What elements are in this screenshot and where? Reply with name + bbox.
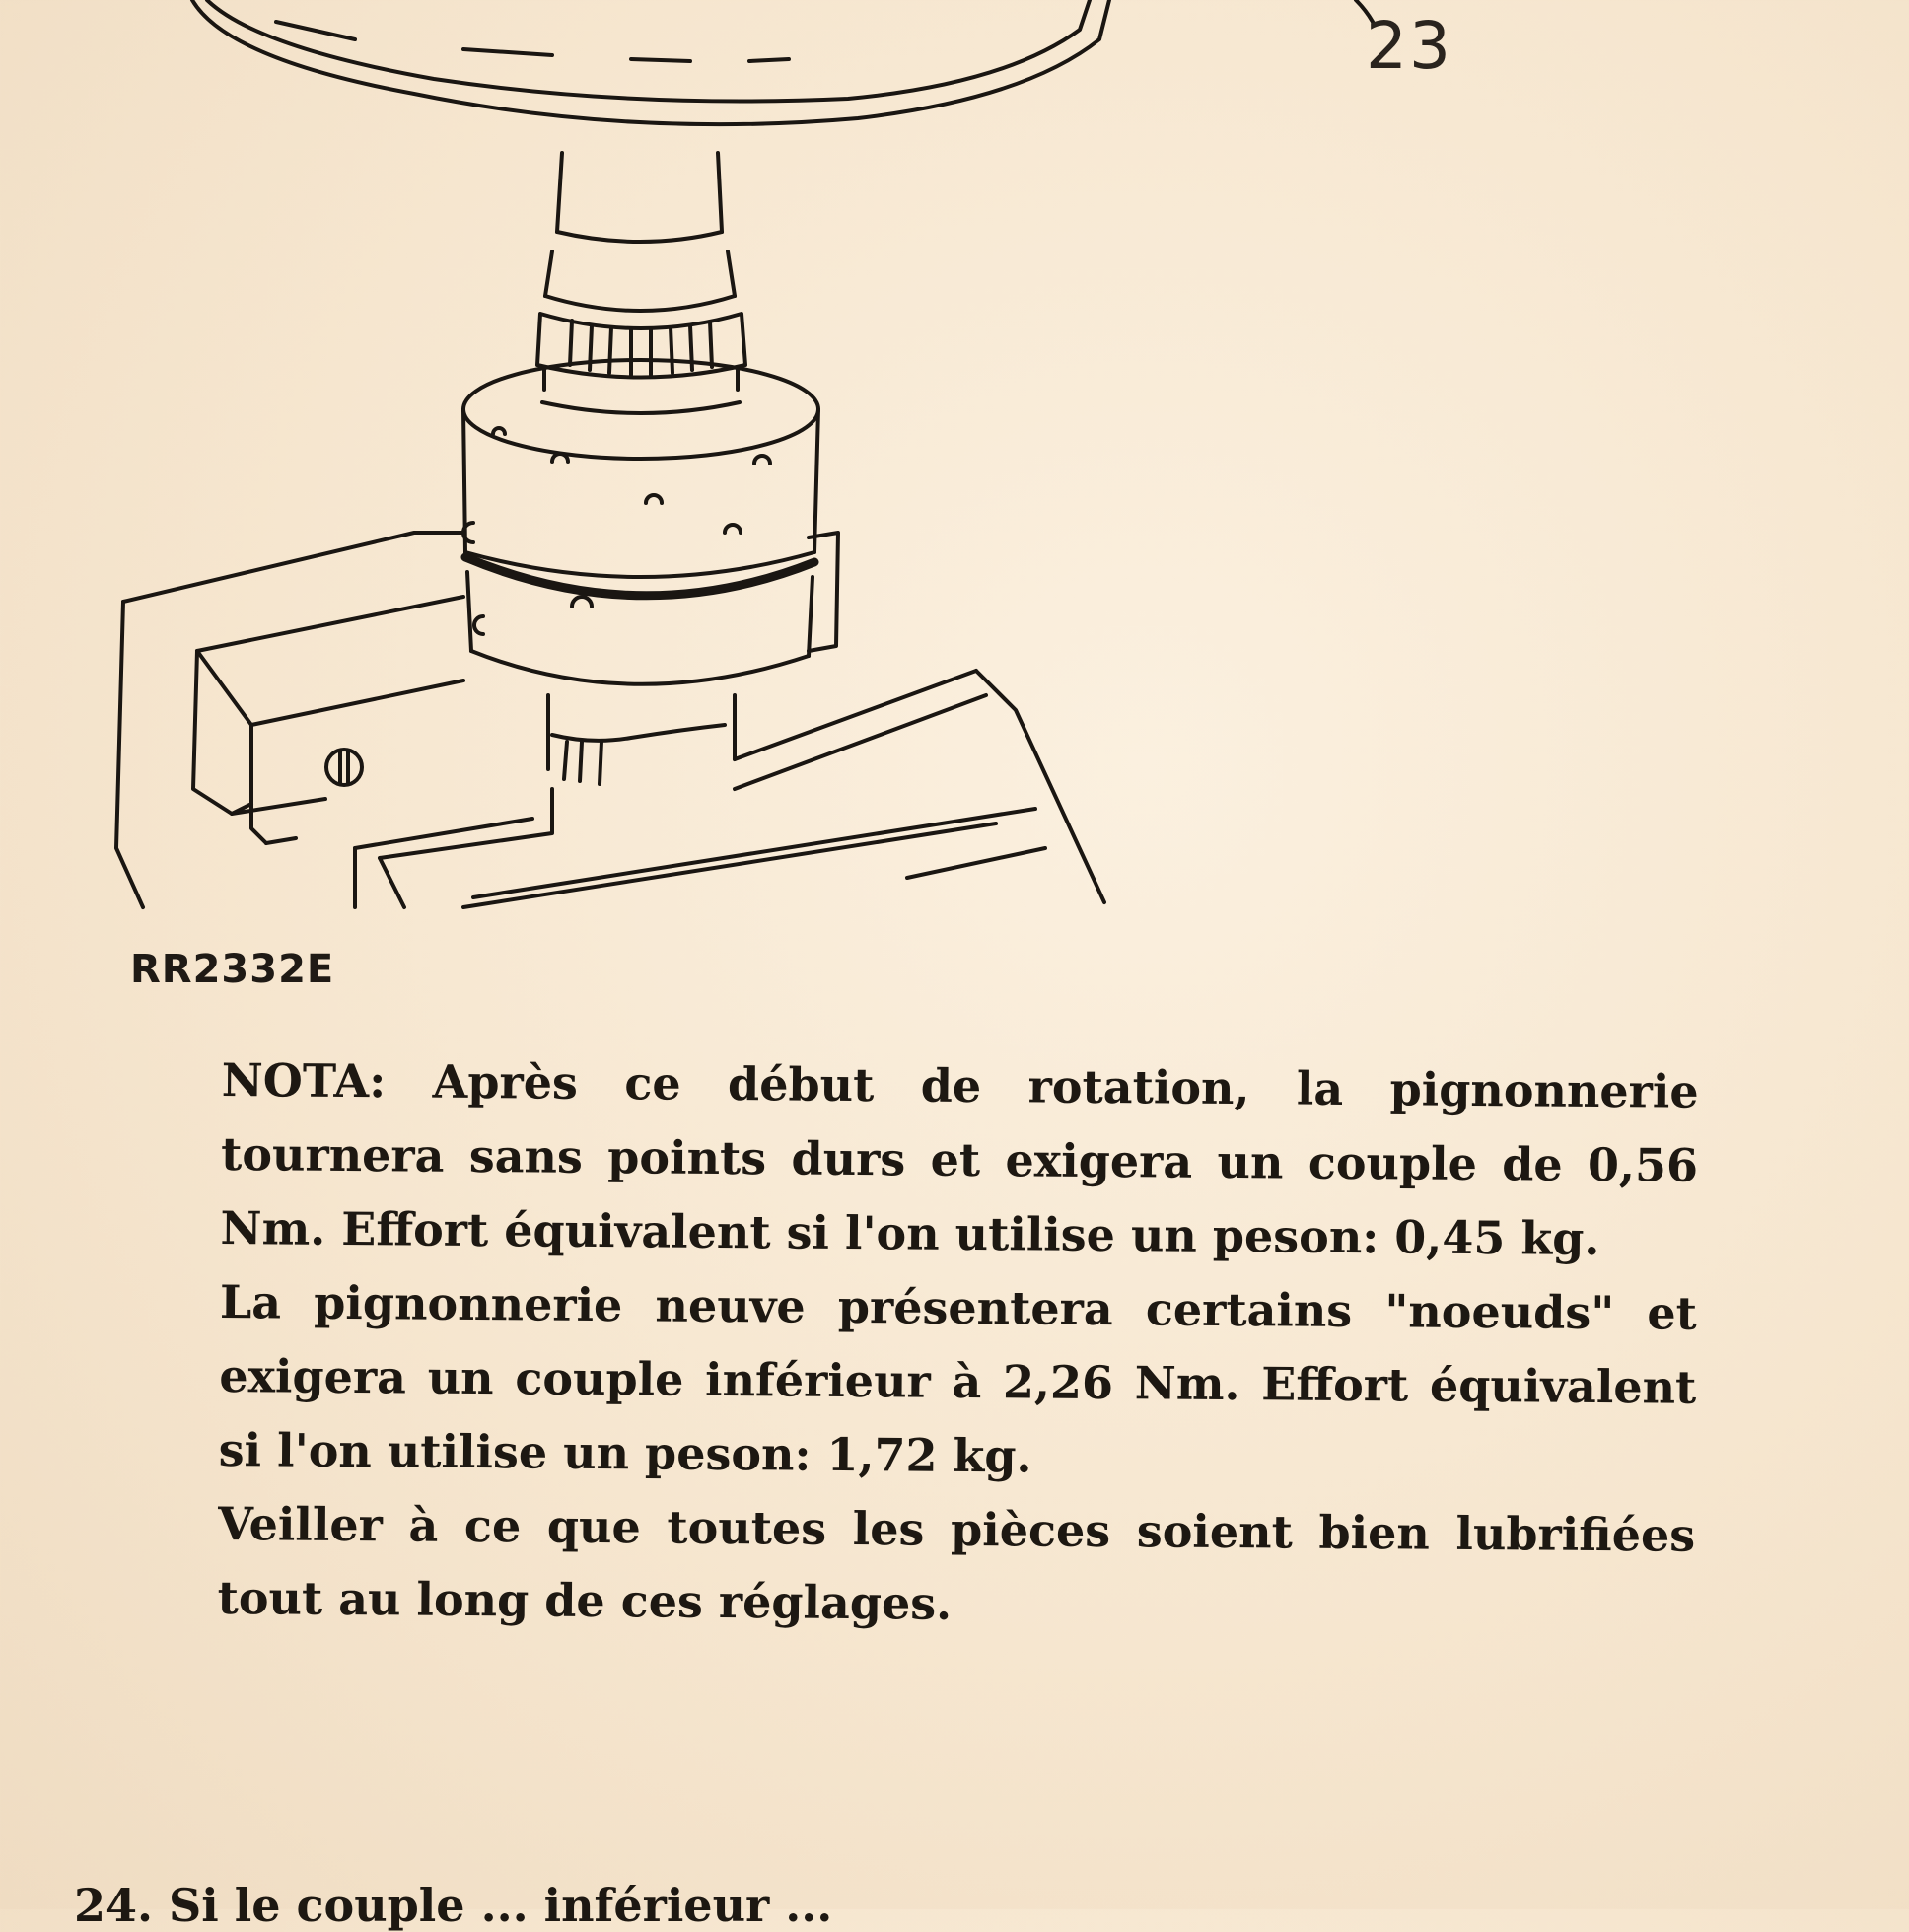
lower-shaft (548, 695, 735, 784)
next-item-line (74, 1879, 1908, 1932)
flange-disc (192, 0, 1109, 124)
note-block (217, 1043, 1699, 1647)
body-lower (467, 572, 813, 684)
callout-number: 23 (1366, 8, 1452, 84)
note-paragraph-1: NOTA: Après ce début de rotation, la pignonnerie tournera sans points durs et exigera un couple de 0,56 Nm. Effort équivalent si l'on utilise un peson: 0,45 kg. (220, 1052, 1699, 1265)
note-paragraph-3: Veiller à ce que toutes les pièces soient bien lubrifiées tout au long de ces réglages. (217, 1496, 1696, 1630)
next-item-number: 24. (74, 1879, 154, 1932)
shaft (537, 153, 745, 390)
note-paragraph-2: La pignonnerie neuve présentera certains "noeuds" et exigera un couple inférieur à 2,26 Nm. Effort équivalent si l'on utilise un peson: 1,72 kg. (218, 1274, 1698, 1483)
body-upper (463, 360, 818, 577)
vise-base (116, 533, 1104, 907)
technical-illustration (0, 0, 1909, 927)
figure-code: RR2332E (130, 947, 335, 992)
next-item-text: Si le couple ... inférieur ... (169, 1879, 833, 1932)
